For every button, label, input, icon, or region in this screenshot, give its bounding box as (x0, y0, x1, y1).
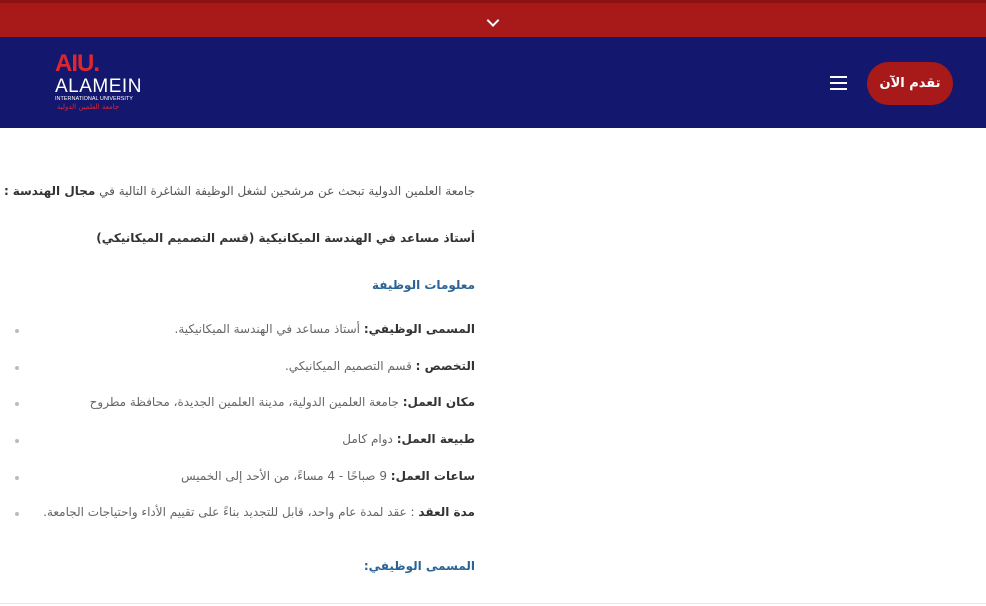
item-value: 9 صباحًا - 4 مساءً، من الأحد إلى الخميس (180, 468, 387, 483)
logo-name: ALAMEIN (55, 76, 142, 97)
university-logo[interactable] (55, 52, 150, 114)
intro-text: جامعة العلمين الدولية تبحث عن مرشحين لشغل الوظيفة الشاغرة التالية في (99, 184, 475, 198)
item-label: التخصص : (415, 358, 475, 373)
item-value: قسم التصميم الميكانيكي. (284, 358, 412, 373)
site-header (0, 37, 986, 128)
list-item (15, 469, 475, 506)
apply-now-button[interactable]: تقدم الآن (867, 62, 953, 105)
item-value: أستاذ مساعد في الهندسة الميكانيكية. (174, 322, 360, 336)
item-label: طبيعة العمل: (396, 432, 475, 447)
bullet-icon (15, 366, 19, 370)
bullet-icon (15, 402, 19, 406)
logo-mark: AIU. (55, 50, 99, 77)
bullet-icon (15, 512, 19, 516)
logo-subtitle: INTERNATIONAL UNIVERSITY (55, 96, 133, 102)
job-posting-content (4, 128, 475, 606)
job-info-list (15, 322, 475, 542)
list-item (15, 322, 475, 359)
item-value: دوام كامل (342, 432, 393, 447)
bullet-icon (15, 329, 19, 333)
job-title-heading: المسمى الوظيفي: (363, 559, 475, 573)
logo-arabic-name: جامعة العلمين الدولية (57, 103, 120, 111)
bullet-icon (15, 439, 19, 443)
intro-paragraph (4, 184, 475, 198)
intro-colon: : (4, 184, 9, 198)
bullet-icon (15, 476, 19, 480)
job-title: أستاذ مساعد في الهندسة الميكانيكية (قسم التصميم الميكانيكي) (96, 231, 475, 245)
list-item (15, 432, 475, 469)
list-item (15, 395, 475, 432)
item-value: : عقد لمدة عام واحد، قابل للتجديد بناءً على تقييم الأداء واحتياجات الجامعة. (43, 505, 415, 520)
hamburger-menu-icon[interactable] (830, 76, 847, 90)
list-item (15, 359, 475, 396)
item-label: مكان العمل: (402, 395, 475, 410)
item-label: مدة العقد (418, 505, 475, 520)
top-announcement-strip[interactable] (0, 0, 986, 37)
job-info-heading: معلومات الوظيفة (371, 278, 475, 292)
intro-field: مجال الهندسة (12, 184, 96, 198)
list-item (15, 505, 475, 542)
divider (0, 603, 986, 604)
item-label: ساعات العمل: (390, 468, 475, 483)
item-label: المسمى الوظيفي: (363, 322, 475, 336)
chevron-down-icon[interactable] (487, 14, 500, 27)
item-value: جامعة العلمين الدولية، مدينة العلمين الجديدة، محافظة مطروح (89, 395, 399, 410)
